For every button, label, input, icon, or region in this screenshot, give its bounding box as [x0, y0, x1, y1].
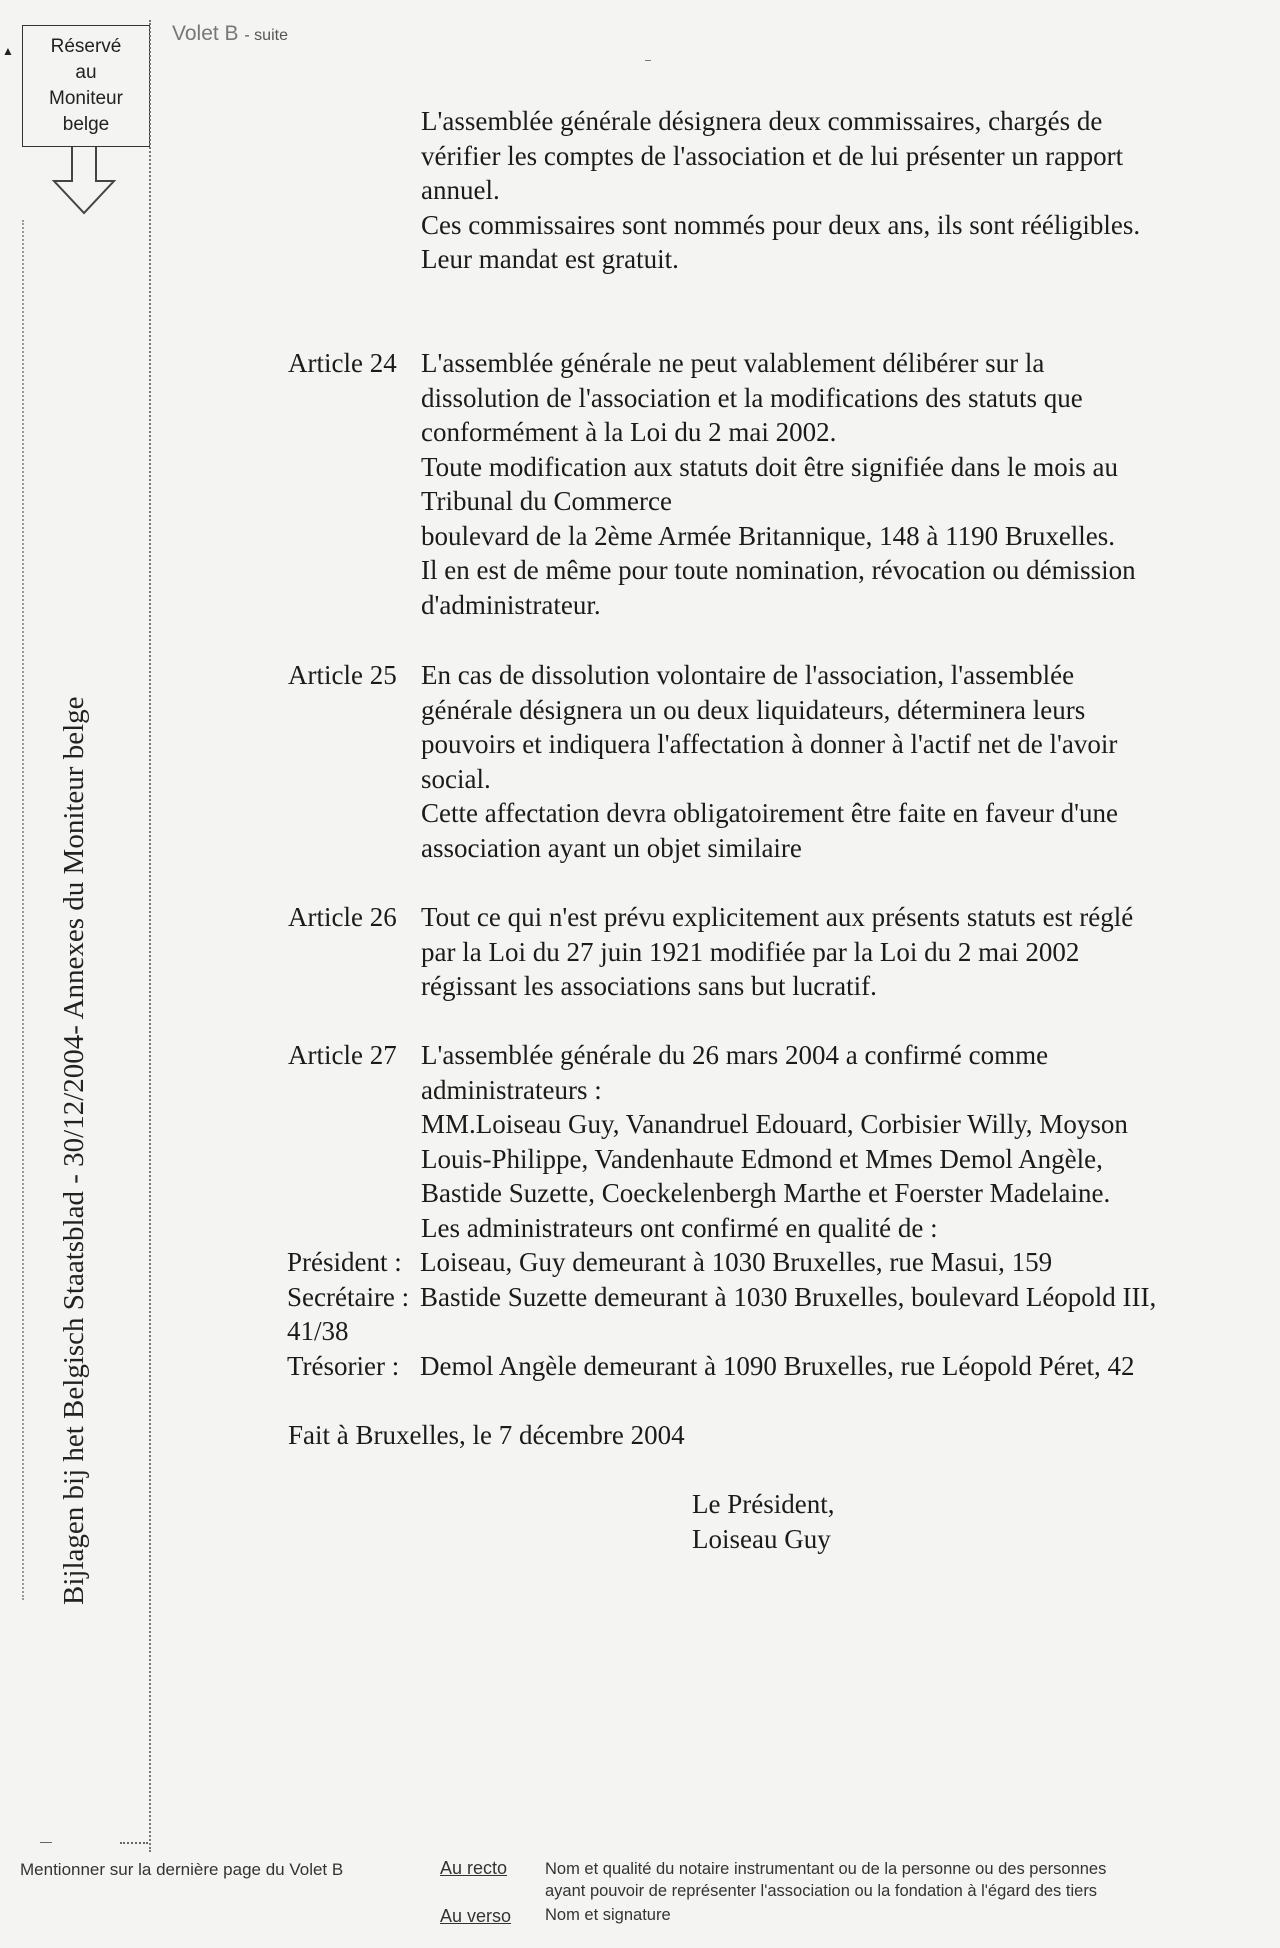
volet-suite: - suite — [244, 27, 288, 44]
signature-title: Le Président, — [692, 1489, 835, 1519]
margin-line-left — [22, 220, 24, 1600]
text-line: L'assemblée générale ne peut valablement délibérer sur la — [421, 348, 1045, 378]
officer-secretary-address-cont: 41/38 — [287, 1316, 349, 1346]
header-mark — [645, 60, 651, 61]
margin-bullet: ▲ — [2, 44, 14, 58]
intro-paragraph — [421, 104, 1140, 277]
footer-recto-text-2: ayant pouvoir de représenter l'association ou la fondation à l'égard des tiers — [545, 1882, 1098, 1900]
officer-role-secretary: Secrétaire : — [287, 1282, 410, 1312]
text-line: Cette affectation devra obligatoirement être faite en faveur d'une — [421, 798, 1119, 828]
text-line: Tout ce qui n'est prévu explicitement aux présents statuts est réglé — [421, 902, 1134, 932]
down-arrow-icon — [48, 147, 120, 217]
text-line: administrateurs : — [421, 1074, 602, 1105]
text-line: générale désignera un ou deux liquidateurs, déterminera leurs — [421, 694, 1086, 725]
article-25-label: Article 25 — [288, 660, 397, 690]
text-line: vérifier les comptes de l'association et de lui présenter un rapport — [421, 140, 1124, 171]
text-line: social. — [421, 763, 491, 794]
text-line: d'administrateur. — [421, 589, 601, 620]
article-26-label: Article 26 — [288, 902, 397, 932]
text-line: L'assemblée générale du 26 mars 2004 a confirmé comme — [421, 1040, 1049, 1070]
margin-line — [149, 20, 151, 1852]
article-26-text — [421, 900, 1133, 1004]
signature-block — [692, 1487, 834, 1556]
page-header — [172, 22, 288, 46]
text-line: Les administrateurs ont confirmé en qualité de : — [421, 1212, 938, 1243]
text-line: En cas de dissolution volontaire de l'association, l'assemblée — [421, 660, 1075, 690]
reserve-box — [22, 25, 150, 147]
text-line: Toute modification aux statuts doit être signifiée dans le mois au — [421, 451, 1118, 482]
article-27-text — [421, 1038, 1128, 1245]
officer-secretary-text: Bastide Suzette demeurant à 1030 Bruxelles, boulevard Léopold III, — [420, 1282, 1157, 1312]
text-line: dissolution de l'association et la modifications des statuts que — [421, 382, 1083, 413]
reserve-line: belge — [62, 114, 110, 135]
text-line: Ces commissaires sont nommés pour deux ans, ils sont rééligibles. — [421, 209, 1141, 240]
footer-recto-label — [440, 1858, 507, 1879]
officer-role-treasurer: Trésorier : — [287, 1351, 400, 1381]
text-line: boulevard de la 2ème Armée Britannique, 148 à 1190 Bruxelles. — [421, 520, 1116, 551]
place-date: Fait à Bruxelles, le 7 décembre 2004 — [288, 1420, 685, 1450]
article-24-label: Article 24 — [288, 348, 397, 378]
text-line: pouvoirs et indiquera l'affectation à donner à l'actif net de l'avoir — [421, 729, 1118, 759]
footer-mention: Mentionner sur la dernière page du Volet B — [20, 1860, 344, 1879]
text-line: Il en est de même pour toute nomination, révocation ou démission — [421, 555, 1136, 585]
footer-verso-text: Nom et signature — [545, 1906, 671, 1924]
text-line: Tribunal du Commerce — [421, 486, 672, 516]
margin-tick — [120, 1842, 148, 1844]
text-line: conformément à la Loi du 2 mai 2002. — [421, 417, 837, 447]
officer-president-text: Loiseau, Guy demeurant à 1030 Bruxelles, rue Masui, 159 — [420, 1247, 1053, 1277]
text-line: annuel. — [421, 175, 500, 205]
signature-name: Loiseau Guy — [692, 1523, 831, 1554]
text-line: Louis-Philippe, Vandenhaute Edmond et Mmes Demol Angèle, — [421, 1143, 1103, 1174]
side-annex-text: Bijlagen bij het Belgisch Staatsblad - 30/12/2004- Annexes du Moniteur belge — [58, 696, 90, 1605]
footer-verso-label — [440, 1906, 511, 1927]
text-line: MM.Loiseau Guy, Vanandruel Edouard, Corbisier Willy, Moyson — [421, 1109, 1128, 1139]
article-27-label: Article 27 — [288, 1040, 397, 1070]
officer-role-president: Président : — [287, 1247, 402, 1277]
margin-tick — [40, 1842, 52, 1843]
article-25-text — [421, 658, 1118, 865]
text-line: Bastide Suzette, Coeckelenbergh Marthe et Foerster Madelaine. — [421, 1178, 1111, 1208]
reserve-line: au — [75, 62, 97, 83]
reserve-line: Réservé — [50, 36, 122, 57]
volet-label: Volet B — [172, 22, 239, 45]
text-line: régissant les associations sans but lucratif. — [421, 971, 877, 1001]
text-line: par la Loi du 27 juin 1921 modifiée par la Loi du 2 mai 2002 — [421, 936, 1080, 967]
recto-label: Au recto — [440, 1858, 508, 1878]
officer-treasurer-text: Demol Angèle demeurant à 1090 Bruxelles, rue Léopold Péret, 42 — [420, 1351, 1135, 1381]
text-line: Leur mandat est gratuit. — [421, 244, 679, 274]
article-24-text — [421, 346, 1136, 622]
verso-label: Au verso — [440, 1906, 512, 1926]
text-line: association ayant un objet similaire — [421, 832, 802, 863]
footer-recto-text-1: Nom et qualité du notaire instrumentant ou de la personne ou des personnes — [545, 1860, 1107, 1878]
reserve-line: Moniteur — [49, 88, 123, 109]
text-line: L'assemblée générale désignera deux commissaires, chargés de — [421, 106, 1103, 136]
